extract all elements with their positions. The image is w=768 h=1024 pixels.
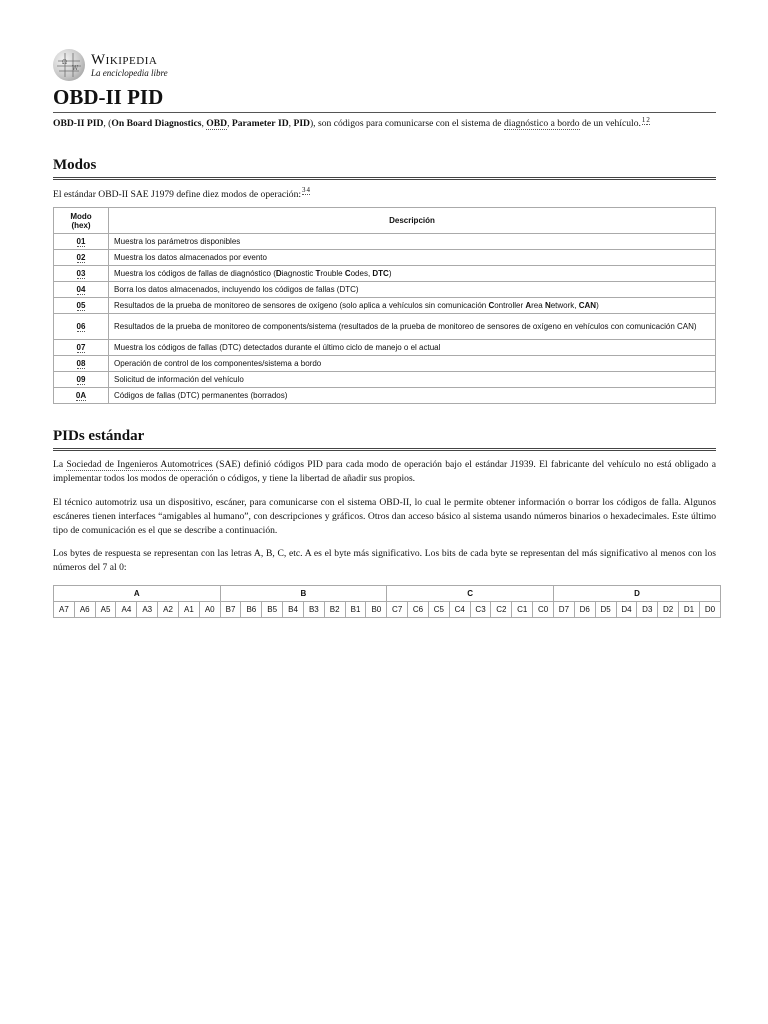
mode-description: Muestra los datos almacenados por evento xyxy=(109,250,716,266)
ref-1[interactable]: 1 xyxy=(641,115,646,124)
mode-description: Muestra los códigos de fallas de diagnóstico (Diagnostic Trouble Codes, DTC) xyxy=(109,266,716,282)
page-title: OBD-II PID xyxy=(53,86,716,113)
table-row xyxy=(54,372,716,388)
mode-code-link[interactable]: 01 xyxy=(76,237,86,247)
wordmark: Wikipedia xyxy=(91,51,158,68)
byte-header: A xyxy=(54,586,221,602)
mode-code-link[interactable]: 02 xyxy=(76,253,86,263)
bit-cell: B5 xyxy=(262,602,283,618)
mode-description: Resultados de la prueba de monitoreo de components/sistema (resultados de la prueba de monitoreo de sensores de oxígeno en vehículos con comunicación CAN) xyxy=(109,314,716,340)
intro-text: , xyxy=(201,118,207,130)
col-mode-label: Modo xyxy=(70,211,92,221)
bit-cell: A1 xyxy=(178,602,199,618)
mode-description: Muestra los parámetros disponibles xyxy=(109,234,716,250)
modes-table-body xyxy=(54,234,716,404)
table-row xyxy=(54,266,716,282)
section-heading-modos: Modos xyxy=(53,157,716,180)
pids-paragraph-2: El técnico automotriz usa un dispositivo, escáner, para comunicarse con el sistema OBD-II, lo cual le permite obtener información o borrar los códigos de falla. Algunos escáneres tienen interfaces “amigables al humano”, con descripciones y gráficos. Otros dan acceso básico al sistema usando números binarios o hexadecimales. Este último tipo de comunicación es el que se describe a continuación. xyxy=(53,496,716,536)
sae-link[interactable]: Sociedad de Ingenieros Automotrices xyxy=(66,458,213,470)
bit-cell: A0 xyxy=(199,602,220,618)
mode-description: Muestra los códigos de fallas (DTC) detectados durante el último ciclo de manejo o el actual xyxy=(109,340,716,356)
table-row xyxy=(54,234,716,250)
mode-code-link[interactable]: 08 xyxy=(76,359,86,369)
mode-description: Borra los datos almacenados, incluyendo los códigos de fallas (DTC) xyxy=(109,282,716,298)
bits-row xyxy=(54,602,721,618)
mode-description: Códigos de fallas (DTC) permanentes (borrados) xyxy=(109,388,716,404)
table-row xyxy=(54,340,716,356)
bit-cell: D7 xyxy=(554,602,575,618)
bit-cell: B6 xyxy=(241,602,262,618)
bit-cell: D0 xyxy=(699,602,720,618)
mode-description: Operación de control de los componentes/sistema a bordo xyxy=(109,356,716,372)
svg-text:Ω: Ω xyxy=(62,59,67,66)
section-heading-pids: PIDs estándar xyxy=(53,428,716,451)
col-mode-unit: (hex) xyxy=(71,220,91,230)
bit-cell: A6 xyxy=(74,602,95,618)
mode-code-link[interactable]: 03 xyxy=(76,269,86,279)
mode-code-link[interactable]: 0A xyxy=(75,391,87,401)
intro-bold-parameter: Parameter xyxy=(231,118,276,130)
table-row xyxy=(54,356,716,372)
bit-cell: B0 xyxy=(366,602,387,618)
mode-code-link[interactable]: 07 xyxy=(76,343,86,353)
bit-cell: C0 xyxy=(533,602,554,618)
intro-term: OBD-II PID xyxy=(53,118,104,130)
bit-cell: D2 xyxy=(658,602,679,618)
bit-cell: A5 xyxy=(95,602,116,618)
bit-cell: B3 xyxy=(303,602,324,618)
intro-text: , xyxy=(227,118,232,130)
pids-text: (SAE) definió códigos PID para cada modo de operación bajo el estándar J1939. El fabricante del vehículo no está obligado a implementar todos los modos de operación o códigos, y tiene la libertad de añadir sus propios. xyxy=(53,458,716,484)
obd-link[interactable]: OBD xyxy=(206,118,228,130)
intro-text: , xyxy=(288,118,294,130)
byte-header: B xyxy=(220,586,387,602)
intro-paragraph xyxy=(53,117,716,131)
bit-cell: B7 xyxy=(220,602,241,618)
bytes-header-row xyxy=(54,586,721,602)
mode-description: Resultados de la prueba de monitoreo de sensores de oxígeno (solo aplica a vehículos sin comunicación Controller Area Network, CAN) xyxy=(109,298,716,314)
table-row xyxy=(54,250,716,266)
pids-text: La xyxy=(53,458,67,470)
bits-table xyxy=(53,585,721,618)
diagnostico-link[interactable]: diagnóstico a bordo xyxy=(503,118,580,130)
table-row xyxy=(54,388,716,404)
bit-cell: D5 xyxy=(595,602,616,618)
pids-paragraph-1 xyxy=(53,458,716,486)
puzzle-globe-icon xyxy=(53,49,85,81)
pids-paragraph-3: Los bytes de respuesta se representan con las letras A, B, C, etc. A es el byte más significativo. Los bits de cada byte se representan del más significativo al menos con los números del 7 al 0: xyxy=(53,548,716,574)
bit-cell: A3 xyxy=(137,602,158,618)
mode-description: Solicitud de información del vehículo xyxy=(109,372,716,388)
bit-cell: C6 xyxy=(408,602,429,618)
intro-text: , ( xyxy=(103,118,112,130)
bit-cell: D4 xyxy=(616,602,637,618)
intro-bold-id: ID xyxy=(277,118,289,130)
bit-cell: D3 xyxy=(637,602,658,618)
intro-bold-on: On xyxy=(111,118,125,130)
bit-cell: C1 xyxy=(512,602,533,618)
modos-intro-text: El estándar OBD-II SAE J1979 define diez modos de operación: xyxy=(53,188,302,200)
bit-cell: C2 xyxy=(491,602,512,618)
intro-text: de un vehículo. xyxy=(579,118,641,130)
table-row xyxy=(54,282,716,298)
mode-code-link[interactable]: 04 xyxy=(76,285,86,295)
byte-header: D xyxy=(554,586,721,602)
intro-bold-pid: PID xyxy=(293,118,310,130)
bit-cell: B1 xyxy=(345,602,366,618)
tagline: La enciclopedia libre xyxy=(91,67,168,78)
svg-text:W: W xyxy=(72,65,79,72)
bit-cell: B2 xyxy=(324,602,345,618)
modes-table xyxy=(53,207,716,404)
bit-cell: C3 xyxy=(470,602,491,618)
byte-header: C xyxy=(387,586,554,602)
bit-cell: A7 xyxy=(54,602,75,618)
wikipedia-logo[interactable] xyxy=(53,48,716,82)
ref-2[interactable]: 2 xyxy=(646,115,650,124)
col-mode-header xyxy=(54,208,109,234)
intro-bold-diagnostics: Diagnostics xyxy=(154,118,202,130)
bit-cell: A4 xyxy=(116,602,137,618)
bit-cell: D6 xyxy=(574,602,595,618)
ref-4[interactable]: 4 xyxy=(306,186,311,195)
intro-text: ), son códigos para comunicarse con el sistema de xyxy=(309,118,504,130)
modos-intro xyxy=(53,188,716,202)
bit-cell: D1 xyxy=(679,602,700,618)
mode-code-link[interactable]: 06 xyxy=(76,322,86,332)
bit-cell: C4 xyxy=(449,602,470,618)
bit-cell: C7 xyxy=(387,602,408,618)
bit-cell: C5 xyxy=(428,602,449,618)
intro-bold-board: Board xyxy=(126,118,153,130)
article xyxy=(53,48,716,618)
bits-table-wrapper xyxy=(53,585,721,618)
mode-code-link[interactable]: 05 xyxy=(76,301,86,311)
ref-3[interactable]: 3 xyxy=(302,186,306,195)
mode-code-link[interactable]: 09 xyxy=(76,375,86,385)
table-row xyxy=(54,298,716,314)
bit-cell: B4 xyxy=(283,602,304,618)
table-row xyxy=(54,314,716,340)
col-desc-header: Descripción xyxy=(109,208,716,234)
modes-header-row xyxy=(54,208,716,234)
bit-cell: A2 xyxy=(158,602,179,618)
